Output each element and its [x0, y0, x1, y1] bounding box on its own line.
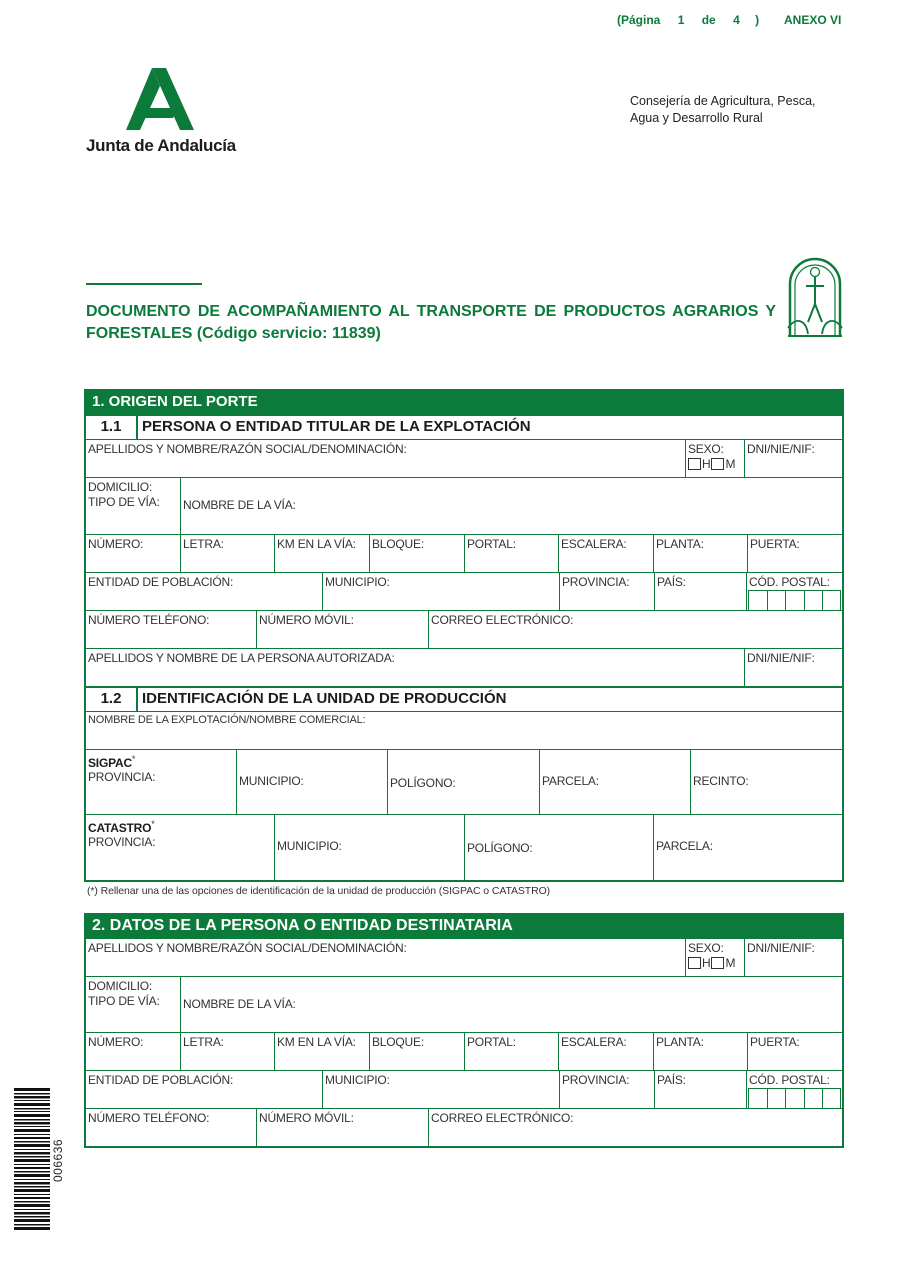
- department-line-1: Consejería de Agricultura, Pesca,: [630, 94, 816, 108]
- via-type-label: TIPO DE VÍA:: [88, 495, 160, 509]
- dest-email-field[interactable]: CORREO ELECTRÓNICO:: [431, 1111, 574, 1125]
- titular-postal-field[interactable]: [747, 573, 842, 610]
- page-number: 1: [677, 13, 685, 27]
- dest-bloque-field[interactable]: BLOQUE:: [370, 1033, 465, 1070]
- titular-telefono-field[interactable]: NÚMERO TELÉFONO:: [86, 611, 257, 648]
- titular-numero-field[interactable]: NÚMERO:: [86, 535, 181, 572]
- subsection-1-1-label: PERSONA O ENTIDAD TITULAR DE LA EXPLOTACIÓN: [142, 418, 531, 435]
- titular-planta-field[interactable]: PLANTA:: [654, 535, 748, 572]
- dest-pais-field[interactable]: PAÍS:: [655, 1071, 747, 1108]
- dest-municipio-field[interactable]: MUNICIPIO:: [323, 1071, 560, 1108]
- dest-postal-boxes[interactable]: [748, 1088, 841, 1108]
- dest-via-type-field[interactable]: [86, 977, 181, 1032]
- page-suffix: ): [755, 13, 760, 27]
- catastro-provincia-label: PROVINCIA:: [88, 835, 156, 849]
- dest-puerta-field[interactable]: PUERTA:: [750, 1035, 800, 1049]
- catastro-poligono-field[interactable]: POLÍGONO:: [465, 815, 654, 880]
- domicilio-label: DOMICILIO:: [88, 480, 153, 494]
- barcode-number: 006636: [51, 1138, 65, 1182]
- dest-sex-m-label: M: [725, 956, 736, 970]
- barcode-icon: [14, 1088, 50, 1230]
- junta-logo: [86, 66, 246, 158]
- junta-a-icon: [126, 66, 196, 132]
- sex-m-label: M: [725, 457, 736, 471]
- footnote: (*) Rellenar una de las opciones de identificación de la unidad de producción (SIGPAC o CATASTRO): [87, 885, 551, 897]
- sigpac-asterisk: *: [131, 754, 136, 764]
- page-total: 4: [733, 13, 740, 27]
- dest-postal-field[interactable]: [747, 1071, 842, 1108]
- titular-puerta-field[interactable]: PUERTA:: [750, 537, 800, 551]
- explotacion-name-field[interactable]: NOMBRE DE LA EXPLOTACIÓN/NOMBRE COMERCIAL:: [88, 714, 366, 726]
- page-of: de: [701, 13, 716, 27]
- subsection-1-1-number: 1.1: [86, 416, 138, 439]
- catastro-municipio-field[interactable]: MUNICIPIO:: [275, 815, 465, 880]
- sigpac-parcela-field[interactable]: PARCELA:: [540, 750, 691, 814]
- section-origen: [84, 389, 844, 882]
- titular-letra-field[interactable]: LETRA:: [181, 535, 275, 572]
- dest-planta-field[interactable]: PLANTA:: [654, 1033, 748, 1070]
- dest-via-type-label: TIPO DE VÍA:: [88, 994, 160, 1008]
- sigpac-municipio-field[interactable]: MUNICIPIO:: [237, 750, 388, 814]
- sex-label: SEXO:: [688, 442, 724, 456]
- section-1-heading: 1. ORIGEN DEL PORTE: [86, 391, 842, 415]
- dest-dni-field[interactable]: DNI/NIE/NIF:: [747, 941, 815, 955]
- page-indicator: [617, 13, 765, 27]
- postal-label: CÓD. POSTAL:: [749, 575, 830, 589]
- titular-entidad-field[interactable]: ENTIDAD DE POBLACIÓN:: [86, 573, 323, 610]
- subsection-1-2-label: IDENTIFICACIÓN DE LA UNIDAD DE PRODUCCIÓN: [142, 690, 507, 707]
- sigpac-provincia-field[interactable]: [86, 750, 237, 814]
- dest-letra-field[interactable]: LETRA:: [181, 1033, 275, 1070]
- document-title: DOCUMENTO DE ACOMPAÑAMIENTO AL TRANSPORTE DE PRODUCTOS AGRARIOS Y FORESTALES (Código servicio: 11839): [86, 303, 776, 342]
- dest-via-name-field[interactable]: NOMBRE DE LA VÍA:: [183, 997, 296, 1011]
- andalucia-emblem-icon: [786, 254, 844, 338]
- autorizada-dni-field[interactable]: DNI/NIE/NIF:: [747, 651, 815, 665]
- dest-movil-field[interactable]: NÚMERO MÓVIL:: [257, 1109, 429, 1146]
- titular-movil-field[interactable]: NÚMERO MÓVIL:: [257, 611, 429, 648]
- sigpac-recinto-field[interactable]: RECINTO:: [693, 774, 749, 788]
- titular-km-field[interactable]: KM EN LA VÍA:: [275, 535, 370, 572]
- titular-name-field[interactable]: APELLIDOS Y NOMBRE/RAZÓN SOCIAL/DENOMINACIÓN:: [86, 440, 686, 477]
- sigpac-provincia-label: PROVINCIA:: [88, 770, 156, 784]
- subsection-1-1: [86, 415, 842, 440]
- titular-dni-field[interactable]: DNI/NIE/NIF:: [747, 442, 815, 456]
- titular-provincia-field[interactable]: PROVINCIA:: [560, 573, 655, 610]
- sigpac-poligono-field[interactable]: POLÍGONO:: [388, 750, 540, 814]
- dest-portal-field[interactable]: PORTAL:: [465, 1033, 559, 1070]
- titular-via-name-field[interactable]: NOMBRE DE LA VÍA:: [183, 498, 296, 512]
- catastro-label: CATASTRO: [88, 821, 152, 835]
- dest-km-field[interactable]: KM EN LA VÍA:: [275, 1033, 370, 1070]
- sex-h-checkbox[interactable]: [688, 458, 701, 470]
- titular-via-type-field[interactable]: [86, 478, 181, 534]
- dest-sex-h-checkbox[interactable]: [688, 957, 701, 969]
- titular-escalera-field[interactable]: ESCALERA:: [559, 535, 654, 572]
- dest-escalera-field[interactable]: ESCALERA:: [559, 1033, 654, 1070]
- dest-sex-m-checkbox[interactable]: [711, 957, 724, 969]
- section-2-heading: 2. DATOS DE LA PERSONA O ENTIDAD DESTINATARIA: [86, 915, 842, 939]
- dest-sex-label: SEXO:: [688, 941, 724, 955]
- page-prefix: (Página: [617, 13, 661, 27]
- autorizada-name-field[interactable]: APELLIDOS Y NOMBRE DE LA PERSONA AUTORIZADA:: [86, 649, 745, 686]
- dest-entidad-field[interactable]: ENTIDAD DE POBLACIÓN:: [86, 1071, 323, 1108]
- titular-municipio-field[interactable]: MUNICIPIO:: [323, 573, 560, 610]
- logo-text: Junta de Andalucía: [86, 136, 236, 155]
- subsection-1-2: [86, 687, 842, 712]
- titular-portal-field[interactable]: PORTAL:: [465, 535, 559, 572]
- sex-h-label: H: [702, 457, 711, 471]
- dest-sex-field: [686, 939, 745, 976]
- dest-sex-h-label: H: [702, 956, 711, 970]
- titular-pais-field[interactable]: PAÍS:: [655, 573, 747, 610]
- catastro-provincia-field[interactable]: [86, 815, 275, 880]
- dest-postal-label: CÓD. POSTAL:: [749, 1073, 830, 1087]
- dest-domicilio-label: DOMICILIO:: [88, 979, 153, 993]
- titular-email-field[interactable]: CORREO ELECTRÓNICO:: [431, 613, 574, 627]
- department-line-2: Agua y Desarrollo Rural: [630, 111, 763, 125]
- catastro-parcela-field[interactable]: PARCELA:: [656, 839, 713, 853]
- department: [630, 93, 816, 127]
- annex-label: ANEXO VI: [784, 13, 842, 27]
- dest-telefono-field[interactable]: NÚMERO TELÉFONO:: [86, 1109, 257, 1146]
- titular-sex-field: [686, 440, 745, 477]
- postal-boxes[interactable]: [748, 590, 841, 610]
- dest-provincia-field[interactable]: PROVINCIA:: [560, 1071, 655, 1108]
- section-destinataria: [84, 913, 844, 1148]
- titular-bloque-field[interactable]: BLOQUE:: [370, 535, 465, 572]
- title-rule: [86, 283, 202, 285]
- sigpac-label: SIGPAC: [88, 756, 132, 770]
- subsection-1-2-number: 1.2: [86, 688, 138, 711]
- sex-m-checkbox[interactable]: [711, 458, 724, 470]
- dest-name-field[interactable]: APELLIDOS Y NOMBRE/RAZÓN SOCIAL/DENOMINACIÓN:: [86, 939, 686, 976]
- catastro-asterisk: *: [151, 819, 155, 829]
- dest-numero-field[interactable]: NÚMERO:: [86, 1033, 181, 1070]
